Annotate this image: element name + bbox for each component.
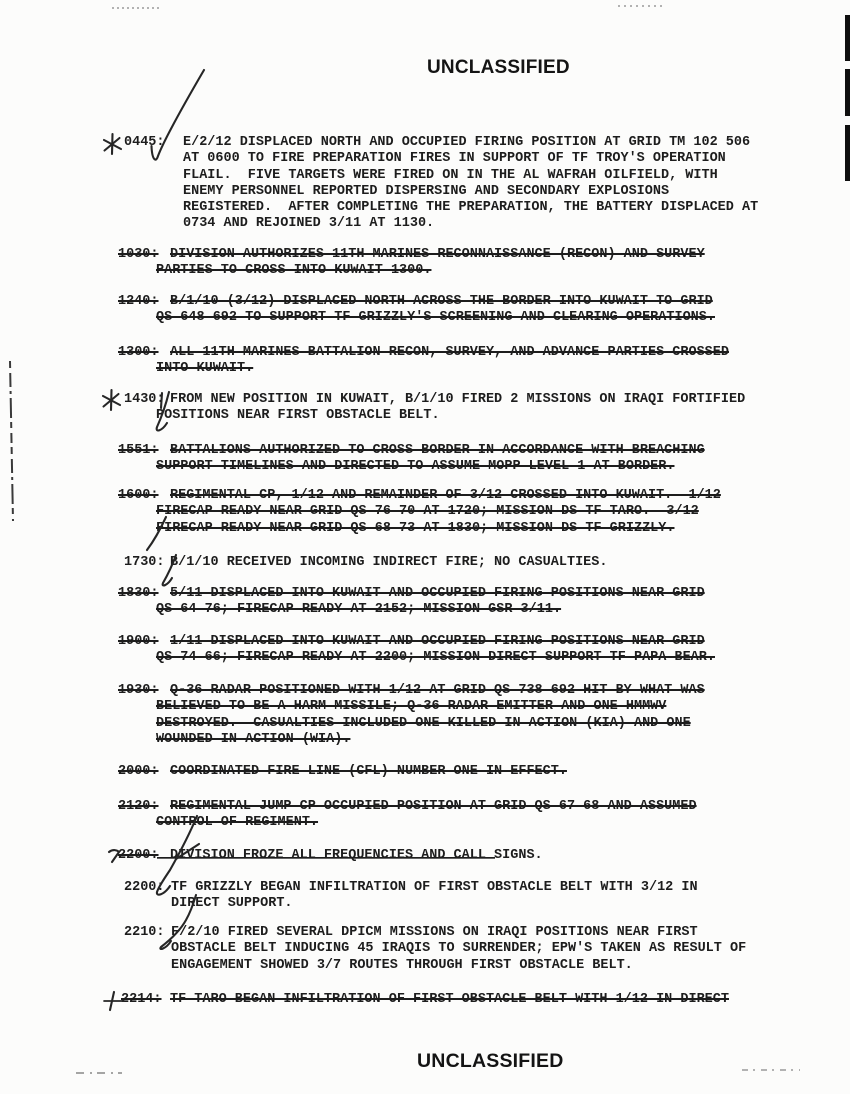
entry-text xyxy=(156,443,810,476)
log-entry-2200-struck xyxy=(0,848,850,864)
log-entry-1030 xyxy=(0,247,850,280)
entry-time: 2210: xyxy=(124,925,165,940)
entry-line: 0734 AND REJOINED 3/11 AT 1130. xyxy=(183,216,435,232)
log-entry-1551 xyxy=(0,443,850,476)
entry-text xyxy=(156,294,810,327)
footer-classification: UNCLASSIFIED xyxy=(417,1050,564,1072)
log-entry-2200 xyxy=(0,880,850,913)
entry-line: DIRECT SUPPORT. xyxy=(171,896,293,912)
entry-text xyxy=(156,247,810,280)
log-entry-1730 xyxy=(0,555,850,571)
entry-time: 1240: xyxy=(118,294,159,309)
entry-text xyxy=(156,764,810,780)
entry-text xyxy=(156,848,810,864)
header-classification: UNCLASSIFIED xyxy=(427,57,570,78)
entry-line: QS 74 66; FIRECAP READY AT 2200; MISSION DIRECT SUPPORT TF PAPA BEAR. xyxy=(156,650,715,666)
entry-line: REGIMENTAL JUMP CP OCCUPIED POSITION AT GRID QS 67 68 AND ASSUMED xyxy=(170,799,697,814)
entry-time: 1830: xyxy=(118,586,159,601)
entry-line: SUPPORT TIMELINES AND DIRECTED TO ASSUME MOPP LEVEL 1 AT BORDER. xyxy=(156,459,675,475)
entry-time: 2000: xyxy=(118,764,159,779)
entry-text xyxy=(156,683,810,748)
entry-line: POSITIONS NEAR FIRST OBSTACLE BELT. xyxy=(156,408,440,424)
entry-line: QS 648 692 TO SUPPORT TF GRIZZLY'S SCREENING AND CLEARING OPERATIONS. xyxy=(156,310,715,326)
entry-time: 1730: xyxy=(124,555,165,570)
entry-line: 5/11 DISPLACED INTO KUWAIT AND OCCUPIED FIRING POSITIONS NEAR GRID xyxy=(170,586,705,601)
entry-line: F/2/10 FIRED SEVERAL DPICM MISSIONS ON IRAQI POSITIONS NEAR FIRST xyxy=(171,925,698,940)
entry-line: ENGAGEMENT SHOWED 3/7 ROUTES THROUGH FIRST OBSTACLE BELT. xyxy=(171,957,633,973)
entry-line: REGISTERED. AFTER COMPLETING THE PREPARATION, THE BATTERY DISPLACED AT xyxy=(183,200,759,216)
entry-line: FIRECAP READY NEAR GRID QS 76 70 AT 1720; MISSION DS TF TARO. 3/12 xyxy=(156,504,699,520)
entry-time: 1600: xyxy=(118,488,159,503)
entry-text xyxy=(156,392,810,425)
entry-line: B/1/10 RECEIVED INCOMING INDIRECT FIRE; NO CASUALTIES. xyxy=(170,555,608,570)
entry-line: CONTROL OF REGIMENT. xyxy=(156,815,319,831)
entry-line: DIVISION AUTHORIZES 11TH MARINES RECONNAISSANCE (RECON) AND SURVEY xyxy=(170,247,705,262)
entry-line: REGIMENTAL CP, 1/12 AND REMAINDER OF 3/12 CROSSED INTO KUWAIT. 1/12 xyxy=(170,488,721,503)
entry-line: Q-36 RADAR POSITIONED WITH 1/12 AT GRID QS 738 692 HIT BY WHAT WAS xyxy=(170,683,705,698)
log-entry-0445 xyxy=(0,135,850,233)
entry-text xyxy=(156,488,810,537)
entry-line: BATTALIONS AUTHORIZED TO CROSS BORDER IN ACCORDANCE WITH BREACHING xyxy=(170,443,705,458)
log-entry-1600 xyxy=(0,488,850,537)
entry-line: FLAIL. FIVE TARGETS WERE FIRED ON IN THE AL WAFRAH OILFIELD, WITH xyxy=(183,167,718,183)
entry-time: 0445: xyxy=(124,135,165,150)
entry-line: B/1/10 (3/12) DISPLACED NORTH ACROSS THE BORDER INTO KUWAIT TO GRID xyxy=(170,294,713,309)
log-entry-1240 xyxy=(0,294,850,327)
entry-text xyxy=(156,345,810,378)
entry-line: BELIEVED TO BE A HARM MISSILE; Q-36 RADAR EMITTER AND ONE HMMWV xyxy=(156,699,667,715)
entry-time: 1551: xyxy=(118,443,159,458)
entry-time: 1030: xyxy=(118,247,159,262)
log-entry-1430 xyxy=(0,392,850,425)
entry-text xyxy=(156,992,810,1008)
entry-text xyxy=(171,880,810,913)
entry-line: WOUNDED IN ACTION (WIA). xyxy=(156,731,351,747)
entry-text xyxy=(156,799,810,832)
entry-line: COORDINATED FIRE LINE (CFL) NUMBER ONE IN EFFECT. xyxy=(170,764,567,779)
entry-time: 2120: xyxy=(118,799,159,814)
entry-line: 1/11 DISPLACED INTO KUWAIT AND OCCUPIED FIRING POSITIONS NEAR GRID xyxy=(170,634,705,649)
entry-line: ENEMY PERSONNEL REPORTED DISPERSING AND SECONDARY EXPLOSIONS xyxy=(183,183,670,199)
log-entry-2000 xyxy=(0,764,850,780)
log-entry-1930 xyxy=(0,683,850,748)
entry-line: AT 0600 TO FIRE PREPARATION FIRES IN SUPPORT OF TF TROY'S OPERATION xyxy=(183,151,726,167)
entry-line: ALL 11TH MARINES BATTALION RECON, SURVEY, AND ADVANCE PARTIES CROSSED xyxy=(170,345,729,360)
entry-line: INTO KUWAIT. xyxy=(156,361,254,377)
entry-line: E/2/12 DISPLACED NORTH AND OCCUPIED FIRING POSITION AT GRID TM 102 506 xyxy=(183,135,751,150)
log-entry-1900 xyxy=(0,634,850,667)
entry-time: 1930: xyxy=(118,683,159,698)
entry-line: FROM NEW POSITION IN KUWAIT, B/1/10 FIRED 2 MISSIONS ON IRAQI FORTIFIED xyxy=(170,392,746,407)
entry-text xyxy=(156,586,810,619)
log-entry-2120 xyxy=(0,799,850,832)
entry-text xyxy=(156,555,810,571)
entry-time: 2214: xyxy=(121,992,162,1007)
entry-text xyxy=(171,925,810,974)
log-entry-1300 xyxy=(0,345,850,378)
log-entry-2214 xyxy=(0,992,850,1008)
log-entry-1830 xyxy=(0,586,850,619)
entry-line: PARTIES TO CROSS INTO KUWAIT 1300. xyxy=(156,263,432,279)
entry-line: TF TARO BEGAN INFILTRATION OF FIRST OBSTACLE BELT WITH 1/12 IN DIRECT xyxy=(170,992,729,1007)
log-entry-2210 xyxy=(0,925,850,974)
entry-line: DESTROYED. CASUALTIES INCLUDED ONE KILLED IN ACTION (KIA) AND ONE xyxy=(156,715,691,731)
entry-line: OBSTACLE BELT INDUCING 45 IRAQIS TO SURRENDER; EPW'S TAKEN AS RESULT OF xyxy=(171,941,747,957)
entry-time: 2200: xyxy=(118,848,159,863)
entry-time: 1430: xyxy=(124,392,165,407)
entry-time: 2200: xyxy=(124,880,165,895)
entry-line: DIVISION FROZE ALL FREQUENCIES AND CALL SIGNS. xyxy=(156,848,810,864)
entry-text xyxy=(156,634,810,667)
entry-line: QS 64 76; FIRECAP READY AT 2152; MISSION GSR 3/11. xyxy=(156,602,562,618)
entry-line: FIRECAP READY NEAR GRID QS 68 73 AT 1830; MISSION DS TF GRIZZLY. xyxy=(156,520,675,536)
entry-time: 1900: xyxy=(118,634,159,649)
entry-text xyxy=(183,135,810,233)
entry-line: TF GRIZZLY BEGAN INFILTRATION OF FIRST OBSTACLE BELT WITH 3/12 IN xyxy=(171,880,698,895)
entry-time: 1300: xyxy=(118,345,159,360)
